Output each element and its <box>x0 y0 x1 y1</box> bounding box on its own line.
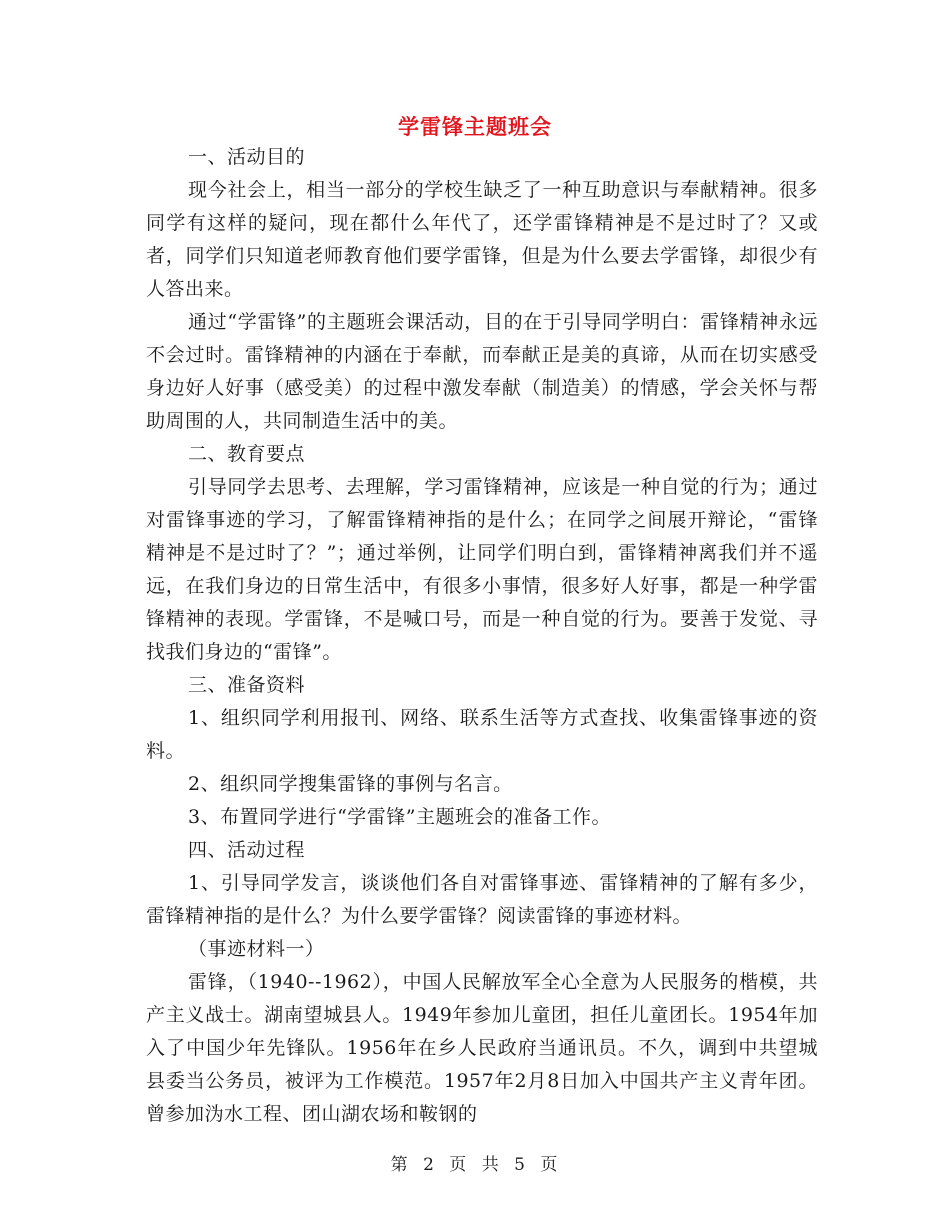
section-heading-purpose: 一、活动目的 <box>188 146 306 168</box>
footer-suffix: 页 <box>540 1155 560 1175</box>
list-item: 1、引导同学发言，谈谈他们各自对雷锋事迹、雷锋精神的了解有多少，雷锋精神指的是什么？为什么要学雷锋？阅读雷锋的事迹材料。 <box>146 872 818 927</box>
paragraph: 现今社会上，相当一部分的学校生缺乏了一种互助意识与奉献精神。很多同学有这样的疑问，现在都什么年代了，还学雷锋精神是不是过时了？又或者，同学们只知道老师教育他们要学雷锋，但是为什么要去学雷锋，却很少有人答出来。 <box>146 179 818 300</box>
footer-prefix: 第 <box>390 1155 410 1175</box>
section-heading-materials: 三、准备资料 <box>188 674 306 696</box>
paragraph: 通过“学雷锋”的主题班会课活动，目的在于引导同学明白：雷锋精神永远不会过时。雷锋精神的内涵在于奉献，而奉献正是美的真谛，从而在切实感受身边好人好事（感受美）的过程中激发奉献（制造美）的情感，学会关怀与帮助周围的人，共同制造生活中的美。 <box>146 311 818 432</box>
material-label: （事迹材料一） <box>188 938 325 960</box>
document-body <box>146 141 818 1131</box>
list-item: 2、组织同学搜集雷锋的事例与名言。 <box>188 773 513 795</box>
list-item: 1、组织同学利用报刊、网络、联系生活等方式查找、收集雷锋事迹的资料。 <box>146 707 818 762</box>
page-total: 5 <box>514 1155 527 1175</box>
footer-page-label: 页 <box>449 1155 469 1175</box>
paragraph: 雷锋，（1940--1962），中国人民解放军全心全意为人民服务的楷模，共产主义战士。湖南望城县人。1949年参加儿童团，担任儿童团长。1954年加入了中国少年先锋队。1956年在乡人民政府当通讯员。不久，调到中共望城县委当公务员，被评为工作模范。1957年2月8日加入中国共产主义青年团。曾参加沩水工程、团山湖农场和鞍钢的 <box>146 971 818 1125</box>
paragraph: 引导同学去思考、去理解，学习雷锋精神，应该是一种自觉的行为；通过对雷锋事迹的学习，了解雷锋精神指的是什么；在同学之间展开辩论，“雷锋精神是不是过时了？”；通过举例，让同学们明白到，雷锋精神离我们并不遥远，在我们身边的日常生活中，有很多小事情，很多好人好事，都是一种学雷锋精神的表现。学雷锋，不是喊口号，而是一种自觉的行为。要善于发觉、寻找我们身边的“雷锋”。 <box>146 476 818 663</box>
footer-total-prefix: 共 <box>481 1155 501 1175</box>
page-number: 2 <box>423 1155 436 1175</box>
document-title: 学雷锋主题班会 <box>398 114 552 139</box>
section-heading-process: 四、活动过程 <box>188 839 306 861</box>
list-item: 3、布置同学进行“学雷锋”主题班会的准备工作。 <box>188 806 612 828</box>
section-heading-key-points: 二、教育要点 <box>188 443 306 465</box>
page-footer <box>0 1150 950 1175</box>
